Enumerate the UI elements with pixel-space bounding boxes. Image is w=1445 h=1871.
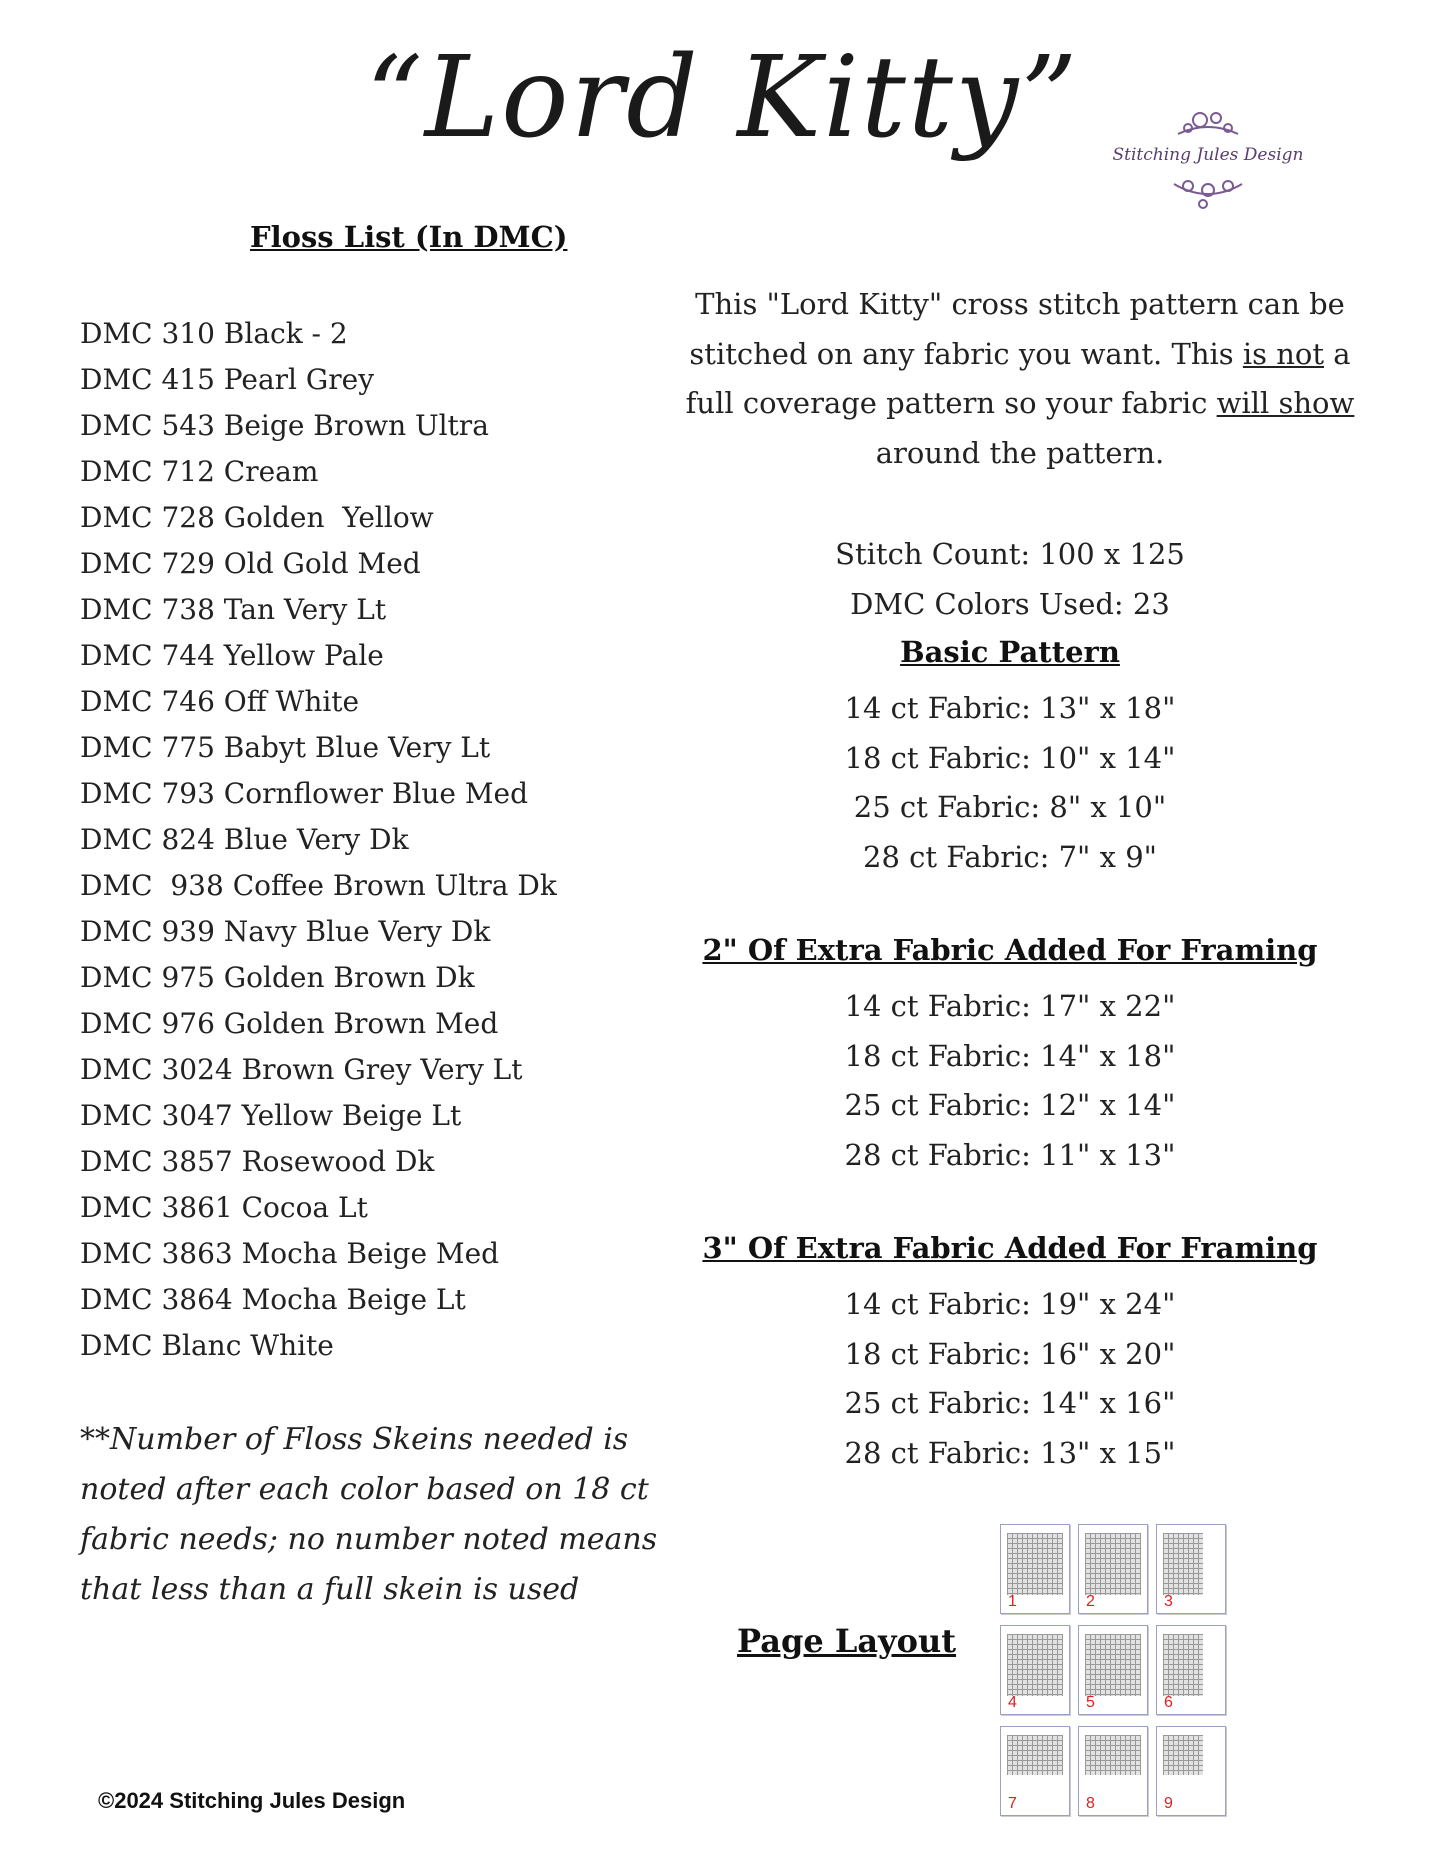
- fabric-size: 18 ct Fabric: 10" x 14": [844, 740, 1176, 775]
- page-thumbnail: [1078, 1625, 1148, 1715]
- page-number: 2: [1086, 1593, 1095, 1610]
- page-title: “Lord Kitty”: [365, 33, 1080, 163]
- page-number: 9: [1164, 1795, 1173, 1812]
- extra-3in-heading: 3" Of Extra Fabric Added For Framing: [702, 1231, 1318, 1265]
- floss-item: DMC 729 Old Gold Med: [80, 547, 421, 580]
- fabric-size: 25 ct Fabric: 8" x 10": [853, 790, 1167, 824]
- brand-name: Stitching Jules Design: [1112, 145, 1304, 165]
- fabric-size: 18 ct Fabric: 16" x 20": [844, 1336, 1176, 1371]
- pattern-stats: [680, 530, 1340, 629]
- swirl-top-icon: [1108, 108, 1308, 142]
- page-thumbnail: [1000, 1524, 1070, 1614]
- colors-used: DMC Colors Used: 23: [850, 586, 1170, 621]
- page-thumbnail: [1156, 1524, 1226, 1614]
- intro-text: a full coverage pattern so your fabric: [685, 336, 1351, 420]
- fabric-size: 18 ct Fabric: 14" x 18": [844, 1038, 1176, 1073]
- page-number: 4: [1008, 1694, 1017, 1711]
- fabric-size: 14 ct Fabric: 19" x 24": [844, 1287, 1176, 1321]
- fabric-size: 25 ct Fabric: 14" x 16": [844, 1386, 1176, 1420]
- page-layout-label: Page Layout: [737, 1622, 957, 1660]
- page-number: 1: [1008, 1593, 1017, 1610]
- page-thumbnail: [1156, 1726, 1226, 1816]
- page-thumbnail: [1156, 1625, 1226, 1715]
- page-thumbnail: [1000, 1726, 1070, 1816]
- floss-item: DMC 975 Golden Brown Dk: [80, 961, 475, 994]
- intro-text: around the pattern.: [875, 435, 1165, 470]
- page-number: 5: [1086, 1694, 1095, 1711]
- floss-item: DMC 712 Cream: [80, 455, 319, 488]
- fabric-size: 28 ct Fabric: 13" x 15": [844, 1435, 1176, 1470]
- page-thumbnail: [1078, 1524, 1148, 1614]
- floss-item: DMC 824 Blue Very Dk: [80, 823, 409, 856]
- skein-note: **Number of Floss Skeins needed is noted after each color based on 18 ct fabric needs; no number noted means that less than a full skein is used: [80, 1422, 658, 1607]
- stitch-count: Stitch Count: 100 x 125: [835, 537, 1185, 571]
- floss-item: DMC 976 Golden Brown Med: [80, 1007, 499, 1040]
- floss-item: DMC 3024 Brown Grey Very Lt: [80, 1053, 523, 1086]
- page-number: 3: [1164, 1593, 1173, 1610]
- floss-item: DMC 3861 Cocoa Lt: [80, 1191, 368, 1224]
- floss-item: DMC 3864 Mocha Beige Lt: [80, 1283, 466, 1316]
- extra-2in-heading: 2" Of Extra Fabric Added For Framing: [702, 933, 1318, 967]
- floss-item: DMC 415 Pearl Grey: [80, 363, 375, 396]
- basic-pattern-sizes: [680, 684, 1340, 882]
- page-number: 8: [1086, 1795, 1095, 1812]
- intro-emphasis: will show: [1216, 386, 1355, 420]
- fabric-size: 28 ct Fabric: 7" x 9": [863, 839, 1157, 874]
- floss-item: DMC 793 Cornflower Blue Med: [80, 777, 529, 810]
- basic-pattern-heading: Basic Pattern: [900, 635, 1120, 669]
- intro-text: This "Lord Kitty" cross stitch pattern can be stitched on any fabric you want. This: [689, 287, 1345, 371]
- swirl-bottom-icon: [1108, 176, 1308, 214]
- fabric-size: 14 ct Fabric: 13" x 18": [844, 691, 1176, 725]
- extra-3in-sizes: [680, 1280, 1340, 1478]
- floss-item: DMC 939 Navy Blue Very Dk: [80, 915, 491, 948]
- fabric-size: 28 ct Fabric: 11" x 13": [844, 1137, 1176, 1172]
- brand-logo: [1108, 108, 1308, 218]
- page-thumbnail: [1000, 1625, 1070, 1715]
- fabric-size: 14 ct Fabric: 17" x 22": [844, 989, 1176, 1023]
- floss-item: DMC 3857 Rosewood Dk: [80, 1145, 435, 1178]
- floss-item: DMC 3047 Yellow Beige Lt: [80, 1099, 462, 1132]
- floss-item: DMC 738 Tan Very Lt: [80, 593, 387, 626]
- fabric-size: 25 ct Fabric: 12" x 14": [844, 1088, 1176, 1122]
- intro-emphasis: is not: [1242, 336, 1325, 371]
- copyright-notice: ©2024 Stitching Jules Design: [98, 1788, 406, 1813]
- floss-item: DMC 728 Golden Yellow: [80, 501, 434, 534]
- floss-item: DMC 746 Off White: [80, 685, 360, 718]
- floss-item: DMC 3863 Mocha Beige Med: [80, 1237, 500, 1270]
- floss-item: DMC 938 Coffee Brown Ultra Dk: [80, 869, 557, 902]
- floss-item: DMC 310 Black - 2: [80, 317, 348, 350]
- floss-item: DMC 744 Yellow Pale: [80, 639, 384, 672]
- floss-list: [80, 311, 557, 1369]
- intro-paragraph: [680, 280, 1360, 478]
- floss-item: DMC 543 Beige Brown Ultra: [80, 409, 489, 442]
- page-number: 7: [1008, 1795, 1017, 1812]
- floss-item: DMC Blanc White: [80, 1329, 334, 1362]
- floss-list-heading: Floss List (In DMC): [250, 220, 568, 254]
- extra-2in-sizes: [680, 982, 1340, 1180]
- page-thumbnail: [1078, 1726, 1148, 1816]
- floss-item: DMC 775 Babyt Blue Very Lt: [80, 731, 491, 764]
- page-number: 6: [1164, 1694, 1173, 1711]
